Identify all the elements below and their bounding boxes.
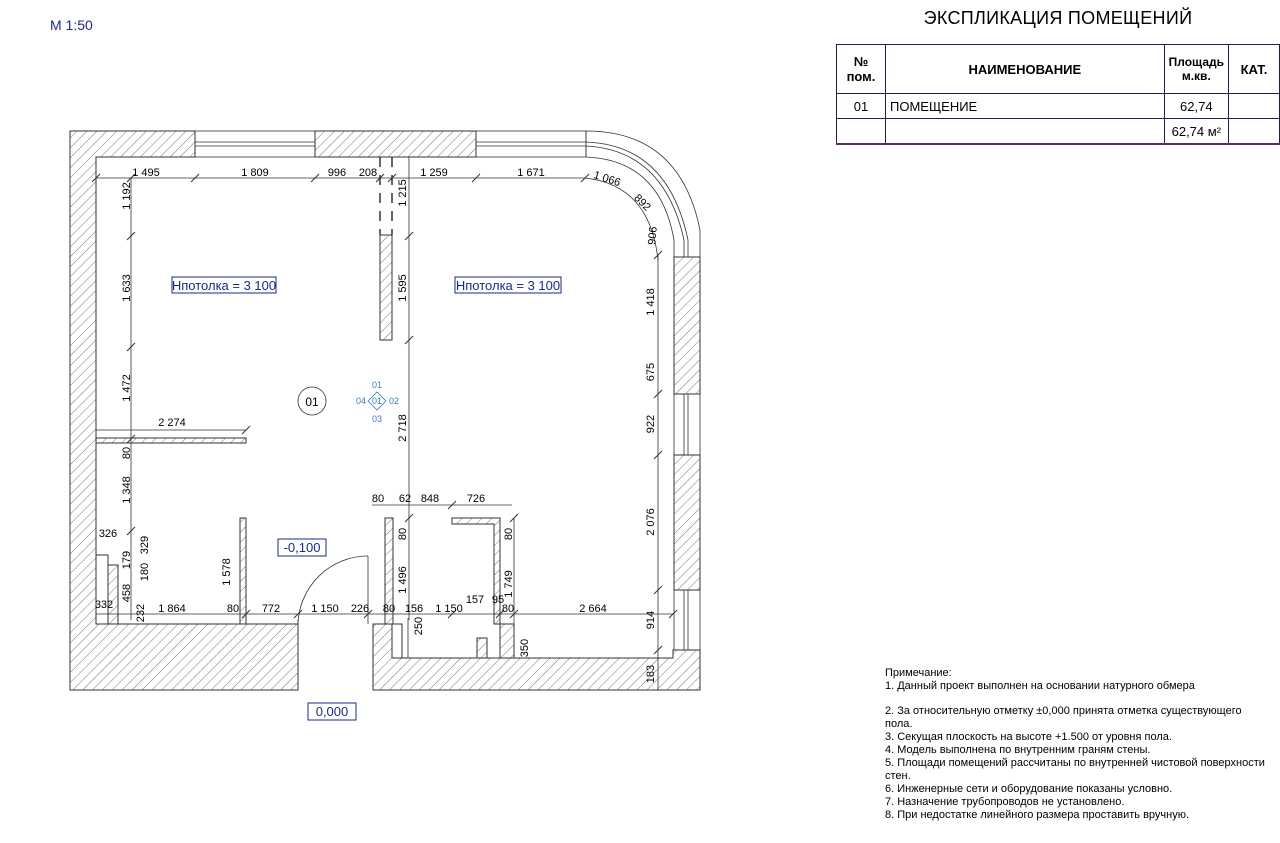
header-name: НАИМЕНОВАНИЕ	[886, 45, 1165, 94]
dim-mid: 1 595	[397, 274, 409, 302]
dim-bottom: 2 664	[579, 603, 607, 615]
dim-top: 996	[327, 167, 347, 179]
dim-bottom: 226	[350, 603, 370, 615]
dim-left: 80	[121, 446, 133, 460]
dim-mid: 62	[398, 493, 412, 505]
dim-mid: 726	[466, 493, 486, 505]
note-item: 4. Модель выполнена по внутренним граням стены.	[885, 744, 1151, 756]
dim-left: 332	[94, 599, 114, 611]
dim-mid: 1 215	[397, 179, 409, 207]
dim-mid: 80	[397, 527, 409, 541]
dim-mid: 1 578	[221, 558, 233, 586]
header-num: № пом.	[837, 45, 886, 94]
dim-right: 2 076	[645, 508, 657, 536]
dim-bottom: 1 864	[158, 603, 186, 615]
orientation-top: 01	[371, 380, 383, 390]
ceiling-label-2	[455, 277, 561, 293]
dim-right: 922	[645, 414, 657, 434]
dim-top: 208	[358, 167, 378, 179]
dim-mid: 350	[519, 638, 531, 658]
dashed-opening	[380, 157, 392, 235]
note-item: 5. Площади помещений рассчитаны по внутренней чистовой поверхности стен.	[885, 757, 1265, 782]
dim-mid: 1 496	[397, 566, 409, 594]
dim-mid: 1 749	[503, 570, 515, 598]
dim-left: 1 472	[121, 374, 133, 402]
dim-left: 1 348	[121, 476, 133, 504]
note-item: 3. Секущая плоскость на высоте +1.500 от уровня пола.	[885, 731, 1172, 743]
dim-right: 1 418	[645, 288, 657, 316]
dim-left: 232	[135, 603, 147, 623]
orientation-marker	[356, 380, 399, 424]
room-marker: 01	[305, 395, 319, 409]
ceiling-height-text: Hпотолка = 3 100	[171, 278, 277, 293]
note-item: 1. Данный проект выполнен на основании натурного обмера	[885, 680, 1195, 692]
dim-mid: 157	[465, 594, 485, 606]
dim-left: 179	[121, 550, 133, 570]
orientation-left: 04	[355, 396, 367, 406]
dim-mid: 848	[420, 493, 440, 505]
notes-title: Примечание:	[885, 667, 952, 679]
note-item: 8. При недостатке линейного размера проставить вручную.	[885, 809, 1190, 821]
windows	[195, 131, 700, 650]
dim-left: 1 633	[121, 274, 133, 302]
dim-bottom: 772	[261, 603, 281, 615]
dim-mid: 250	[413, 616, 425, 636]
dim-left: 326	[98, 528, 118, 540]
dim-right: 914	[645, 610, 657, 630]
dim-bottom: 156	[404, 603, 424, 615]
note-item: 6. Инженерные сети и оборудование показаны условно.	[885, 783, 1173, 795]
dim-left: 458	[121, 583, 133, 603]
dimension-texts	[95, 167, 660, 683]
note-item: 7. Назначение трубопроводов не установлено.	[885, 796, 1125, 808]
orientation-right: 02	[388, 396, 400, 406]
level-inner	[278, 539, 326, 556]
orientation-center: 01	[371, 396, 383, 406]
dim-top: 1 066	[591, 169, 622, 190]
cell-num: 01	[837, 94, 886, 119]
dim-mid: 80	[371, 493, 385, 505]
dim-top: 1 495	[132, 167, 160, 179]
dim-bottom: 1 150	[311, 603, 339, 615]
orientation-bottom: 03	[371, 414, 383, 424]
dim-left: 180	[139, 562, 151, 582]
ceiling-label-1	[172, 277, 276, 293]
note-item: 2. За относительную отметку ±0,000 принята отметка существующего пола.	[885, 705, 1242, 730]
cell-name: ПОМЕЩЕНИЕ	[886, 94, 1165, 119]
header-cat: КАТ.	[1229, 45, 1280, 94]
dim-right: 675	[645, 362, 657, 382]
dim-bottom: 80	[382, 603, 396, 615]
cell-area: 62,74	[1164, 94, 1228, 119]
ceiling-height-text: Hпотолка = 3 100	[455, 278, 561, 293]
dim-top: 892	[631, 192, 653, 214]
dim-mid: 80	[503, 527, 515, 541]
dim-mid: 95	[491, 594, 505, 606]
dim-bottom: 80	[226, 603, 240, 615]
dim-top: 1 259	[420, 167, 448, 179]
dim-mid: 2 274	[158, 417, 186, 429]
dim-right: 183	[645, 664, 657, 684]
dim-top: 906	[646, 226, 660, 246]
dim-left: 329	[139, 535, 151, 555]
dim-bottom: 80	[501, 603, 515, 615]
cell-total-area: 62,74 м²	[1164, 119, 1228, 145]
scale-label: М 1:50	[50, 17, 93, 33]
level-outer	[308, 703, 356, 720]
notes	[885, 667, 1265, 822]
dim-top: 1 671	[517, 167, 545, 179]
header-area: Площадь м.кв.	[1164, 45, 1228, 94]
dim-mid: 2 718	[397, 414, 409, 442]
level-outer-text: 0,000	[315, 704, 349, 719]
level-inner-text: -0,100	[283, 540, 321, 555]
dim-left: 1 192	[121, 182, 133, 210]
dim-top: 1 809	[241, 167, 269, 179]
dim-bottom: 1 150	[435, 603, 463, 615]
explication-title: ЭКСПЛИКАЦИЯ ПОМЕЩЕНИЙ	[923, 8, 1193, 28]
